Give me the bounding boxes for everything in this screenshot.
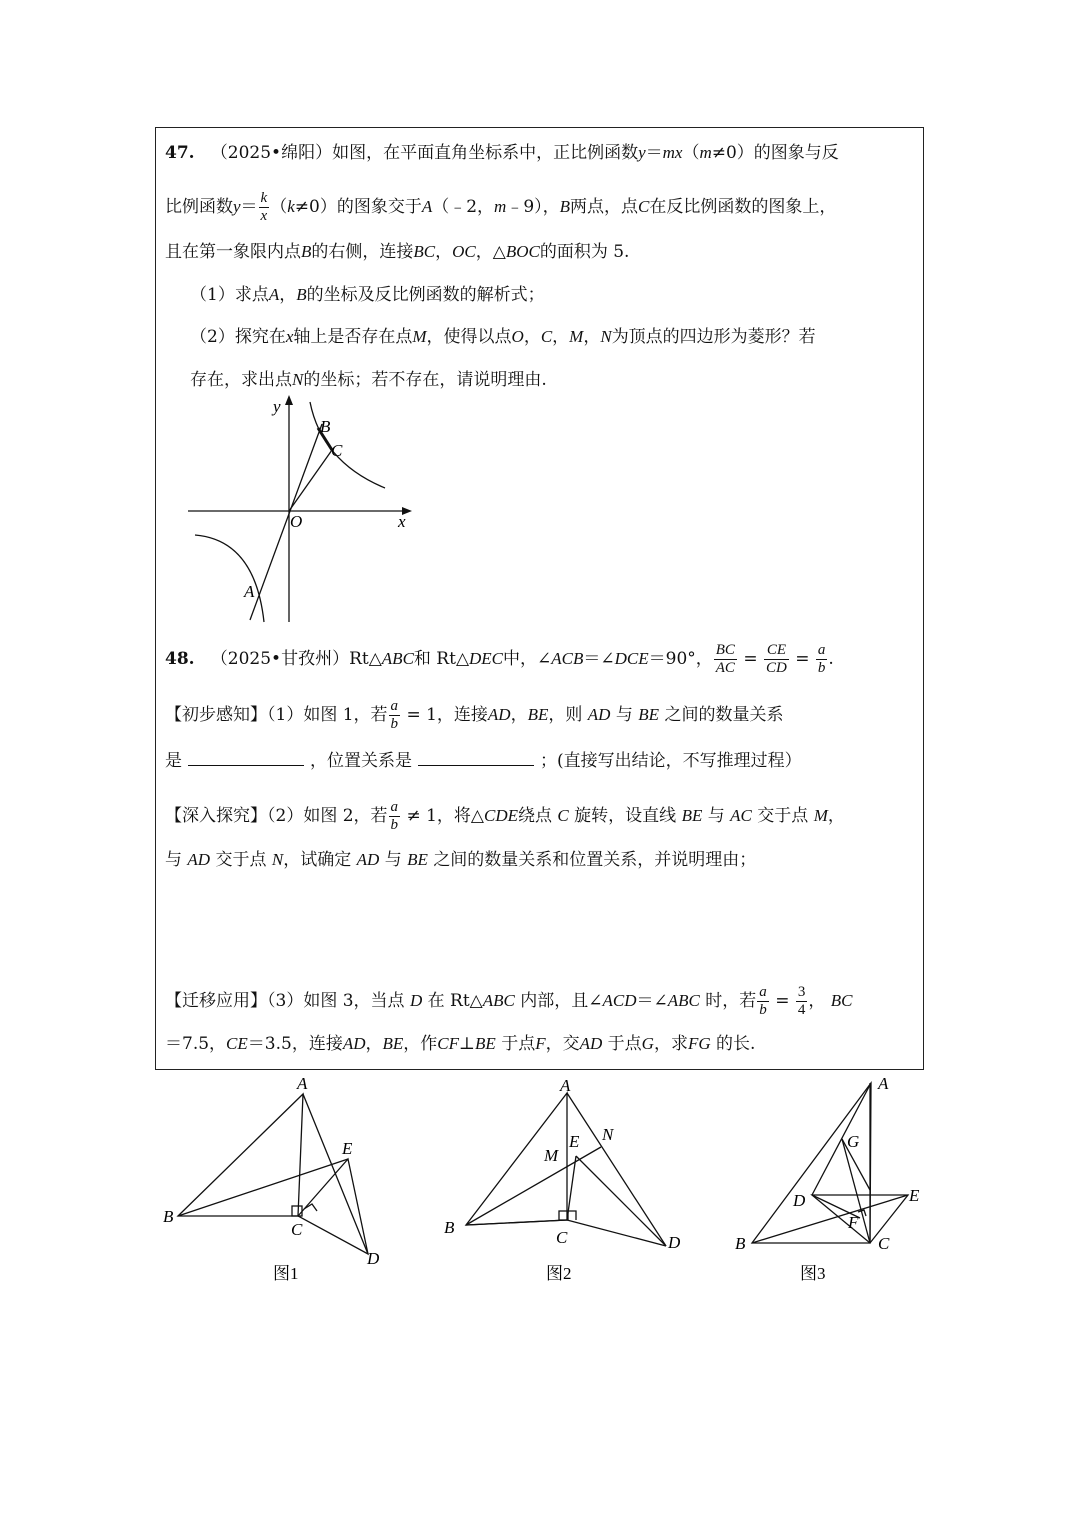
- q48-text: 【初步感知】（1）如图 1，若: [165, 705, 388, 725]
- q48-text: 之间的数量关系和位置关系，并说明理由；: [433, 850, 757, 870]
- q47-text: ，: [279, 285, 297, 305]
- q47-var: A: [421, 197, 433, 216]
- q48-text: ，: [808, 991, 826, 1011]
- label-g: G: [847, 1132, 860, 1151]
- fraction-denominator: b: [759, 1002, 767, 1018]
- q48-text: ，求: [653, 1034, 688, 1054]
- q47-text: 的面积为 5.: [539, 242, 630, 262]
- q48-text: 绕点: [518, 806, 552, 826]
- label-x: x: [398, 512, 406, 531]
- segment-bc: [466, 1220, 567, 1225]
- label-b: B: [735, 1234, 746, 1253]
- label-a: A: [244, 582, 255, 601]
- q47-text: ，△: [475, 242, 506, 262]
- q48-text: ＝∠: [583, 649, 615, 669]
- q48-text: 与: [165, 850, 182, 870]
- q47-text: 且在第一象限内点: [165, 242, 301, 262]
- right-angle-mark-dce: [568, 1211, 576, 1220]
- q47-var: O: [511, 327, 524, 346]
- q47-text: 比例函数: [165, 197, 233, 217]
- q48-text: 和 Rt△: [413, 649, 470, 669]
- label-a: A: [560, 1076, 571, 1095]
- q47-number: 47.: [165, 143, 195, 163]
- q48-var: AC: [730, 806, 752, 825]
- q48-var: BE: [407, 850, 428, 869]
- q48-text: 【迁移应用】（3）如图 3，当点: [165, 991, 405, 1011]
- q48-var: CE: [226, 1034, 248, 1053]
- q48-section3-cont: [165, 1032, 755, 1056]
- q47-text: 在反比例函数的图象上，: [649, 197, 837, 217]
- q47-text: 的坐标及反比例函数的解析式；: [306, 285, 545, 305]
- q47-line1: [165, 141, 839, 165]
- q47-var: B: [301, 242, 312, 261]
- q48-text: ，: [365, 1034, 383, 1054]
- q48-text: ，则: [548, 705, 583, 725]
- q47-var: A: [268, 285, 280, 304]
- label-c: C: [556, 1228, 568, 1247]
- q47-var: C: [638, 197, 650, 216]
- q48-text: ⊥: [459, 1034, 476, 1054]
- q47-text: ，: [523, 327, 541, 347]
- q48-text: ＝3.5，连接: [247, 1034, 343, 1054]
- q48-text: ≠ 1，将△: [406, 806, 484, 826]
- q48-var: ABC: [381, 649, 414, 668]
- q47-text: （﹣2，: [432, 197, 495, 217]
- fraction-numerator: a: [817, 642, 826, 658]
- label-c: C: [291, 1220, 303, 1239]
- q47-var: C: [540, 327, 553, 346]
- q48-var: C: [557, 806, 569, 825]
- fraction-a-b: [757, 984, 769, 1019]
- q48-text: 时，若: [705, 991, 757, 1011]
- figure-1-caption: 图1: [273, 1264, 299, 1283]
- q48-text: （2025•甘孜州）Rt△: [210, 649, 382, 669]
- q47-text: ，使得以点: [426, 327, 512, 347]
- q47-var: B: [296, 285, 307, 304]
- q47-text: （2025•绵阳）如图，在平面直角坐标系中，正比例函数: [210, 143, 639, 163]
- q48-section1: [165, 698, 783, 733]
- q48-var: BE: [475, 1034, 496, 1053]
- q48-text: 与: [707, 806, 725, 826]
- q48-var: BE: [527, 705, 549, 724]
- fraction-denominator: 4: [797, 1002, 806, 1018]
- q48-text: 与: [384, 850, 402, 870]
- q48-var: CDE: [484, 806, 518, 825]
- figure-3-caption: 图3: [800, 1264, 826, 1283]
- q48-text: ＝90°，: [648, 649, 713, 669]
- q48-var: ABC: [482, 991, 515, 1010]
- q48-section2: [165, 799, 845, 834]
- fraction-numerator: k: [260, 190, 268, 206]
- q48-text: 是: [165, 751, 182, 771]
- fraction-a-b: [816, 642, 828, 677]
- q48-text: ，试确定: [283, 850, 352, 870]
- q47-text: ﹣9），: [506, 197, 560, 217]
- label-b: B: [320, 417, 331, 436]
- fraction-numerator: BC: [715, 642, 735, 658]
- q48-section3: [165, 984, 852, 1019]
- q47-var: OC: [452, 242, 476, 261]
- q48-section2-cont: [165, 848, 756, 872]
- q47-line2: [165, 190, 836, 225]
- q48-var: ACD: [602, 991, 637, 1010]
- fraction-numerator: a: [759, 984, 767, 1000]
- q47-part1: [190, 283, 545, 307]
- q47-var: BOC: [505, 242, 540, 261]
- q48-var: ABC: [667, 991, 700, 1010]
- segment-oc: [289, 450, 332, 511]
- q48-text: 中，∠: [503, 649, 552, 669]
- segment-ed: [576, 1156, 666, 1246]
- fraction-denominator: b: [817, 660, 826, 676]
- q48-var: AD: [342, 1034, 366, 1053]
- q47-var: B: [559, 197, 571, 216]
- q47-text: （: [270, 197, 288, 217]
- q47-line3: [165, 240, 629, 264]
- fraction-ce-cd: [764, 642, 789, 677]
- q48-var: BE: [638, 705, 660, 724]
- q47-text: ，: [552, 327, 570, 347]
- q47-graph-figure: [180, 392, 420, 627]
- q48-text: 旋转，设直线: [574, 806, 677, 826]
- label-y: y: [273, 397, 281, 416]
- q48-var: AD: [187, 850, 211, 869]
- q48-number: 48.: [165, 649, 195, 669]
- q48-var: N: [271, 850, 284, 869]
- q48-text: = 1，连接: [406, 705, 488, 725]
- q47-text: ，: [583, 327, 601, 347]
- fraction-bc-ac: [714, 642, 737, 677]
- line-y-mx: [250, 424, 322, 620]
- q48-text: 在 Rt△: [427, 991, 483, 1011]
- q47-var: BC: [413, 242, 436, 261]
- q48-text: 的长.: [716, 1034, 756, 1054]
- q48-var: M: [813, 806, 828, 825]
- q47-var: x: [285, 327, 294, 346]
- q48-text: 于点: [607, 1034, 642, 1054]
- q48-text: 交于点: [215, 850, 267, 870]
- q48-text: ＝7.5，: [165, 1034, 227, 1054]
- hyperbola-branch-q1: [310, 402, 385, 488]
- q48-text: ，作: [403, 1034, 438, 1054]
- y-axis-arrow: [285, 395, 293, 405]
- q48-var: AD: [579, 1034, 603, 1053]
- label-m: M: [544, 1146, 559, 1165]
- label-c: C: [878, 1234, 890, 1253]
- q47-var: m: [494, 197, 507, 216]
- label-e: E: [569, 1132, 580, 1151]
- segment-ad: [567, 1093, 666, 1246]
- q48-text: 之间的数量关系: [664, 705, 784, 725]
- fraction-denominator: x: [260, 208, 268, 224]
- q47-var: mx: [662, 143, 683, 162]
- q47-var: y: [638, 143, 646, 162]
- label-a: A: [878, 1074, 889, 1093]
- q48-figure-2: [440, 1070, 690, 1285]
- q48-text: ，交: [545, 1034, 580, 1054]
- q48-text: ，: [510, 705, 528, 725]
- q48-text: 交于点: [757, 806, 809, 826]
- fraction-a-b: [389, 799, 401, 834]
- fraction-numerator: a: [390, 799, 399, 815]
- fraction-a-b: [389, 698, 401, 733]
- q47-text: （2）探究在: [190, 327, 286, 347]
- q47-text: ＝: [645, 143, 663, 163]
- q48-var: CF: [437, 1034, 460, 1053]
- fraction-3-4: [796, 984, 808, 1019]
- q47-text: 轴上是否存在点: [293, 327, 413, 347]
- label-b: B: [163, 1207, 174, 1226]
- q48-line1: [165, 642, 834, 677]
- figure-2-caption: 图2: [546, 1264, 572, 1283]
- equals-sign: =: [743, 649, 758, 669]
- label-o: O: [290, 512, 303, 531]
- q47-text: ≠0）的图象交于: [294, 197, 422, 217]
- answer-blank-quantity[interactable]: [188, 749, 304, 766]
- fraction-numerator: a: [390, 698, 399, 714]
- q48-text: ，位置关系是: [310, 751, 412, 771]
- q48-var: BE: [681, 806, 703, 825]
- q47-var: k: [287, 197, 295, 216]
- right-angle-mark-dce: [304, 1204, 317, 1211]
- fraction-denominator: CD: [766, 660, 787, 676]
- q47-part2-cont: [190, 368, 547, 392]
- q48-figure-3: [730, 1070, 930, 1285]
- label-b: B: [444, 1218, 455, 1237]
- q47-text: （1）求点: [190, 285, 269, 305]
- q47-text: 的坐标；若不存在，请说明理由.: [303, 370, 547, 390]
- label-f: F: [848, 1213, 859, 1232]
- q48-var: AD: [356, 850, 380, 869]
- fraction-denominator: b: [390, 817, 399, 833]
- q48-text: 内部，且∠: [520, 991, 603, 1011]
- q47-text: 存在，求出点: [190, 370, 292, 390]
- q48-var: AD: [587, 705, 611, 724]
- label-n: N: [602, 1125, 614, 1144]
- label-a: A: [297, 1074, 308, 1093]
- equals-sign: =: [775, 991, 790, 1011]
- q48-var: AD: [487, 705, 511, 724]
- q48-text: 【深入探究】（2）如图 2，若: [165, 806, 388, 826]
- q47-var: N: [600, 327, 612, 346]
- q48-var: BE: [382, 1034, 404, 1053]
- label-d: D: [668, 1233, 681, 1252]
- fraction-numerator: CE: [764, 642, 789, 660]
- fraction-numerator: 3: [797, 984, 806, 1000]
- q47-var: M: [412, 327, 427, 346]
- q48-var: F: [535, 1034, 546, 1053]
- q47-text: （: [682, 143, 700, 163]
- label-c: C: [331, 441, 343, 460]
- answer-blank-position[interactable]: [418, 749, 534, 766]
- q47-text: 两点，点: [570, 197, 639, 217]
- segment-ad: [303, 1094, 368, 1254]
- q47-var: M: [569, 327, 584, 346]
- q47-var: y: [233, 197, 241, 216]
- label-e: E: [342, 1139, 353, 1158]
- fraction-k-over-x: [259, 190, 270, 225]
- fraction-denominator: AC: [715, 660, 735, 676]
- q47-text: 为顶点的四边形为菱形？若: [611, 327, 816, 347]
- q47-var: m: [699, 143, 712, 162]
- q48-var: DEC: [469, 649, 504, 668]
- q48-text: ＝∠: [636, 991, 668, 1011]
- q48-text: 于点: [501, 1034, 536, 1054]
- q48-var: FG: [687, 1034, 711, 1053]
- label-d: D: [367, 1249, 380, 1268]
- q48-figure-1: [158, 1070, 398, 1285]
- q48-var: DCE: [614, 649, 649, 668]
- label-d: D: [793, 1191, 806, 1210]
- right-angle-mark-acb: [292, 1206, 302, 1216]
- q48-text: ；(直接写出结论，不写推理过程）: [540, 751, 802, 771]
- equals-sign: =: [795, 649, 810, 669]
- fraction-denominator: b: [390, 716, 399, 732]
- q47-text: ＝: [240, 197, 258, 217]
- q48-text: .: [828, 649, 834, 669]
- label-e: E: [909, 1186, 920, 1205]
- q48-text: ，: [827, 806, 845, 826]
- triangle-abc: [178, 1094, 303, 1216]
- q47-part2: [190, 325, 816, 349]
- q48-section1-answer: [165, 749, 802, 773]
- q47-text: 的右侧，连接: [311, 242, 414, 262]
- q48-text: 与: [615, 705, 633, 725]
- q48-var: ACB: [551, 649, 584, 668]
- segment-be-extended: [466, 1147, 601, 1225]
- q48-var: BC: [830, 991, 853, 1010]
- q47-var: N: [292, 370, 304, 389]
- q47-text: ，: [435, 242, 453, 262]
- q47-text: ≠0）的图象与反: [711, 143, 839, 163]
- q48-var: D: [409, 991, 423, 1010]
- segment-ad: [812, 1083, 871, 1195]
- q48-var: G: [641, 1034, 654, 1053]
